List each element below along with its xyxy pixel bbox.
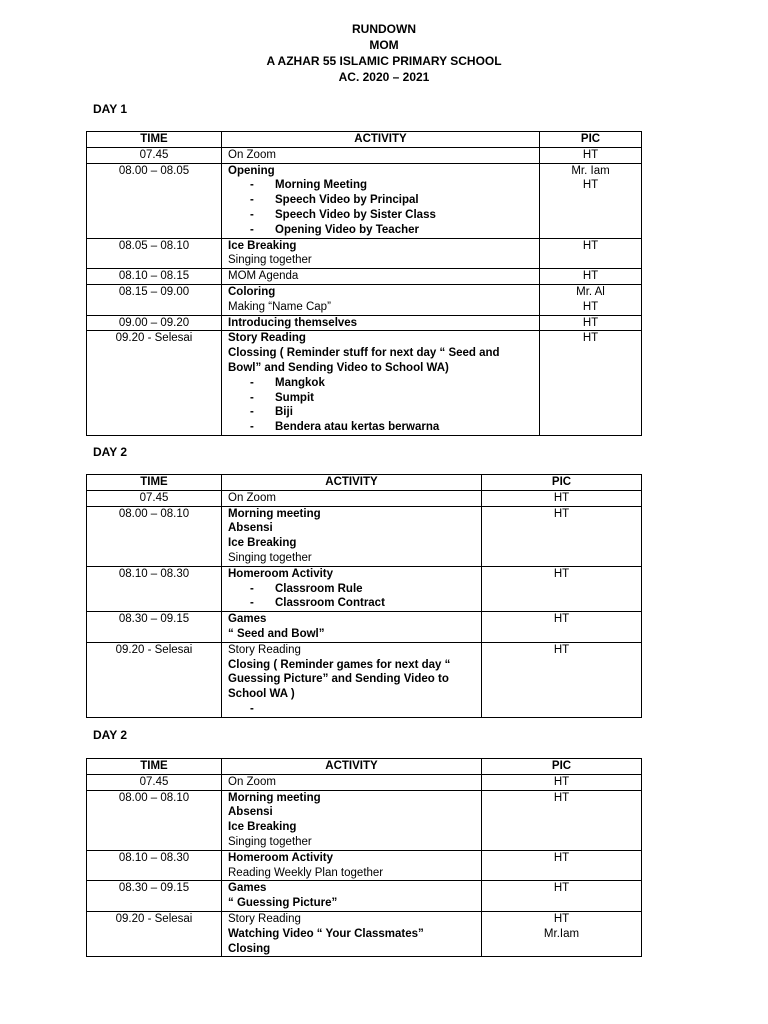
activity-line: Coloring: [228, 285, 276, 298]
activity-cell: [222, 147, 540, 163]
pic-name: HT: [553, 791, 570, 804]
activity-line: Morning meeting: [228, 791, 321, 804]
time-cell: 08.15 – 09.00: [87, 284, 222, 315]
bullet-dash: -: [250, 421, 254, 434]
pic-name: HT: [553, 613, 570, 626]
bullet-text: Sumpit: [275, 391, 314, 404]
table-row: [87, 315, 642, 331]
pic-name: HT: [582, 316, 599, 329]
pic-name: HT: [553, 882, 570, 895]
activity-line: Ice Breaking: [228, 239, 297, 252]
activity-line: Opening: [228, 164, 275, 177]
bullet-dash: -: [250, 406, 254, 419]
bullet-dash: -: [250, 702, 254, 715]
bullet-item: [228, 178, 533, 193]
schedule-table: [86, 131, 642, 436]
header-title: RUNDOWN: [352, 22, 416, 36]
activity-line: Singing together: [228, 254, 312, 267]
pic-name: HT: [582, 300, 599, 313]
document-header: [0, 21, 768, 85]
activity-line: Games: [228, 613, 267, 626]
table-row: [87, 850, 642, 881]
bullet-text: Opening Video by Teacher: [275, 223, 419, 236]
activity-line: Closing ( Reminder games for next day “: [228, 658, 451, 671]
pic-header: PIC: [482, 759, 642, 775]
bullet-text: Mangkok: [275, 376, 325, 389]
bullet-item: [228, 208, 533, 223]
activity-cell: [222, 506, 482, 566]
time-cell: 08.00 – 08.10: [87, 790, 222, 850]
time-cell: 08.30 – 09.15: [87, 881, 222, 912]
activity-cell: [222, 490, 482, 506]
pic-cell: [540, 163, 642, 238]
activity-header: ACTIVITY: [222, 475, 482, 491]
pic-name: HT: [582, 239, 599, 252]
table-row: [87, 163, 642, 238]
activity-cell: [222, 911, 482, 956]
bullet-dash: -: [250, 582, 254, 595]
activity-line: On Zoom: [228, 775, 276, 788]
bullet-dash: -: [250, 208, 254, 221]
table-row: [87, 269, 642, 285]
schedule-table: [86, 474, 642, 718]
time-cell: 09.20 - Selesai: [87, 642, 222, 717]
activity-cell: [222, 315, 540, 331]
pic-name: Mr.Iam: [543, 927, 580, 940]
activity-cell: [222, 284, 540, 315]
bullet-text: Speech Video by Sister Class: [275, 208, 436, 221]
bullet-item: [228, 582, 475, 597]
time-cell: 08.00 – 08.05: [87, 163, 222, 238]
pic-name: HT: [553, 912, 570, 925]
pic-cell: [540, 269, 642, 285]
pic-cell: [482, 774, 642, 790]
pic-cell: [482, 566, 642, 611]
activity-line: Clossing ( Reminder stuff for next day “ Seed and: [228, 347, 500, 360]
pic-cell: [540, 284, 642, 315]
bullet-dash: -: [250, 223, 254, 236]
activity-cell: [222, 238, 540, 269]
table-header-row: [87, 132, 642, 148]
bullet-text: Classroom Rule: [275, 582, 363, 595]
activity-line: Guessing Picture” and Sending Video to: [228, 673, 449, 686]
pic-header: PIC: [482, 475, 642, 491]
pic-name: HT: [582, 332, 599, 345]
pic-cell: [482, 881, 642, 912]
activity-line: Bowl” and Sending Video to School WA): [228, 361, 449, 374]
activity-line: Absensi: [228, 806, 273, 819]
time-cell: 09.20 - Selesai: [87, 331, 222, 436]
activity-line: Singing together: [228, 835, 312, 848]
table-header-row: [87, 759, 642, 775]
activity-line: “ Guessing Picture”: [228, 897, 338, 910]
activity-line: On Zoom: [228, 148, 276, 161]
pic-cell: [482, 850, 642, 881]
activity-line: Reading Weekly Plan together: [228, 866, 384, 879]
pic-name: HT: [553, 567, 570, 580]
table-row: [87, 147, 642, 163]
pic-name: HT: [582, 270, 599, 283]
time-header: TIME: [87, 475, 222, 491]
table-row: [87, 790, 642, 850]
pic-cell: [540, 315, 642, 331]
time-cell: 09.20 - Selesai: [87, 911, 222, 956]
activity-cell: [222, 331, 540, 436]
activity-line: Singing together: [228, 551, 312, 564]
bullet-text: Classroom Contract: [275, 597, 385, 610]
activity-line: Introducing themselves: [228, 316, 358, 329]
activity-line: Watching Video “ Your Classmates”: [228, 927, 424, 940]
bullet-dash: -: [250, 597, 254, 610]
pic-name: Mr. Al: [576, 285, 605, 298]
bullet-item: [228, 596, 475, 611]
school-name: A AZHAR 55 ISLAMIC PRIMARY SCHOOL: [266, 54, 502, 68]
pic-header: PIC: [540, 132, 642, 148]
table-row: [87, 238, 642, 269]
day-label: DAY 2: [93, 728, 128, 742]
table-row: [87, 566, 642, 611]
bullet-dash: -: [250, 179, 254, 192]
day-label: DAY 2: [93, 445, 128, 459]
pic-name: HT: [553, 507, 570, 520]
pic-cell: [482, 790, 642, 850]
table-header-row: [87, 475, 642, 491]
time-header: TIME: [87, 759, 222, 775]
activity-line: Games: [228, 882, 267, 895]
time-cell: 08.05 – 08.10: [87, 238, 222, 269]
pic-name: HT: [582, 148, 599, 161]
table-row: [87, 506, 642, 566]
activity-line: MOM Agenda: [228, 270, 299, 283]
bullet-item: [228, 223, 533, 238]
time-cell: 09.00 – 09.20: [87, 315, 222, 331]
table-row: [87, 642, 642, 717]
bullet-item: [228, 376, 533, 391]
activity-line: Story Reading: [228, 643, 301, 656]
pic-cell: [540, 331, 642, 436]
activity-line: Homeroom Activity: [228, 851, 334, 864]
pic-cell: [482, 911, 642, 956]
activity-header: ACTIVITY: [222, 759, 482, 775]
academic-year: AC. 2020 – 2021: [338, 70, 430, 84]
pic-name: HT: [582, 179, 599, 192]
table-row: [87, 911, 642, 956]
activity-line: On Zoom: [228, 491, 276, 504]
activity-line: Ice Breaking: [228, 821, 297, 834]
table-row: [87, 881, 642, 912]
day-label: DAY 1: [93, 102, 128, 116]
time-cell: 08.00 – 08.10: [87, 506, 222, 566]
activity-line: School WA ): [228, 688, 295, 701]
activity-cell: [222, 881, 482, 912]
activity-line: Absensi: [228, 522, 273, 535]
pic-name: HT: [553, 491, 570, 504]
activity-cell: [222, 790, 482, 850]
pic-cell: [482, 490, 642, 506]
bullet-item: [228, 193, 533, 208]
time-header: TIME: [87, 132, 222, 148]
bullet-item: [228, 420, 533, 435]
bullet-text: Morning Meeting: [275, 179, 367, 192]
activity-line: Making “Name Cap”: [228, 300, 331, 313]
time-cell: 07.45: [87, 774, 222, 790]
activity-cell: [222, 269, 540, 285]
pic-name: HT: [553, 643, 570, 656]
activity-line: Closing: [228, 942, 271, 955]
activity-cell: [222, 774, 482, 790]
pic-name: HT: [553, 851, 570, 864]
bullet-text: Bendera atau kertas berwarna: [275, 421, 440, 434]
schedule-table: [86, 758, 642, 957]
bullet-dash: -: [250, 391, 254, 404]
activity-cell: [222, 612, 482, 643]
time-cell: 08.10 – 08.30: [87, 566, 222, 611]
pic-cell: [540, 238, 642, 269]
activity-line: Story Reading: [228, 912, 301, 925]
bullet-dash: -: [250, 194, 254, 207]
pic-cell: [540, 147, 642, 163]
activity-line: Story Reading: [228, 332, 306, 345]
activity-line: Morning meeting: [228, 507, 321, 520]
activity-cell: [222, 850, 482, 881]
activity-cell: [222, 642, 482, 717]
time-cell: 07.45: [87, 490, 222, 506]
table-row: [87, 774, 642, 790]
bullet-text: Biji: [275, 406, 293, 419]
time-cell: 07.45: [87, 147, 222, 163]
time-cell: 08.30 – 09.15: [87, 612, 222, 643]
pic-name: HT: [553, 775, 570, 788]
pic-cell: [482, 642, 642, 717]
pic-cell: [482, 506, 642, 566]
activity-line: “ Seed and Bowl”: [228, 627, 325, 640]
bullet-item: [228, 405, 533, 420]
bullet-text: Speech Video by Principal: [275, 194, 419, 207]
activity-header: ACTIVITY: [222, 132, 540, 148]
pic-cell: [482, 612, 642, 643]
table-row: [87, 284, 642, 315]
time-cell: 08.10 – 08.15: [87, 269, 222, 285]
bullet-item: [228, 702, 475, 717]
table-row: [87, 612, 642, 643]
table-row: [87, 331, 642, 436]
header-subtitle: MOM: [369, 38, 399, 52]
activity-line: Ice Breaking: [228, 537, 297, 550]
table-row: [87, 490, 642, 506]
pic-name: Mr. Iam: [571, 164, 610, 177]
bullet-dash: -: [250, 376, 254, 389]
activity-cell: [222, 163, 540, 238]
activity-cell: [222, 566, 482, 611]
bullet-item: [228, 391, 533, 406]
time-cell: 08.10 – 08.30: [87, 850, 222, 881]
activity-line: Homeroom Activity: [228, 567, 334, 580]
